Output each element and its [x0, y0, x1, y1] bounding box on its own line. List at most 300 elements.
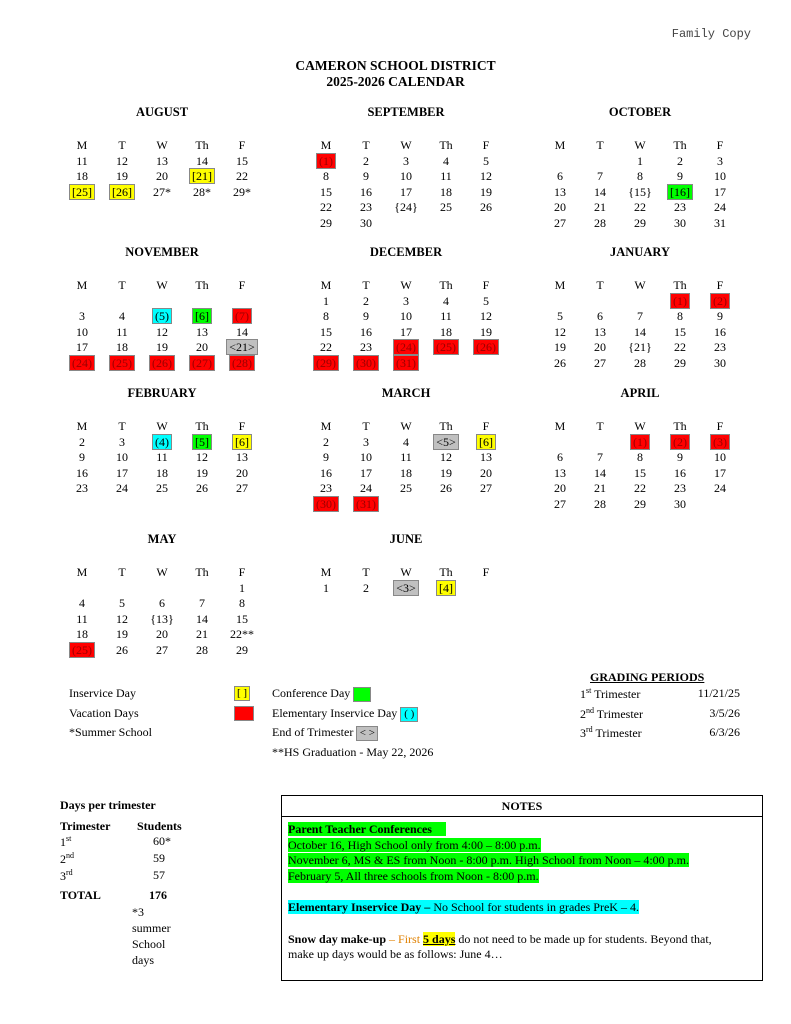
day-cell: 20	[594, 340, 606, 355]
month-name: AUGUST	[135, 105, 189, 119]
day-cell: (3)	[700, 435, 740, 450]
days-total-label: TOTAL	[60, 888, 101, 902]
days-row-value: 59	[153, 851, 165, 865]
day-cell: 20	[236, 465, 248, 480]
day-cell	[580, 154, 620, 169]
weekday-label: F	[238, 419, 246, 434]
day-cell: 12	[480, 309, 492, 324]
day-cell: 1	[239, 580, 245, 595]
day-cell: {21}	[628, 340, 652, 355]
notes-title: NOTES	[282, 796, 762, 817]
week-row	[306, 450, 506, 466]
legend-inservice: Inservice Day	[69, 686, 136, 700]
weekday-label: Th	[439, 138, 453, 153]
day-cell: 28	[594, 215, 606, 230]
weekday-label: M	[76, 565, 88, 580]
day-cell: [4]	[426, 581, 466, 596]
day-cell	[620, 294, 660, 309]
week-row	[306, 185, 506, 201]
day-cell	[426, 356, 466, 371]
day-cell: 28	[196, 642, 208, 657]
day-cell	[222, 294, 262, 309]
legend-graduation: **HS Graduation - May 22, 2026	[272, 745, 434, 759]
day-cell: 1	[323, 580, 329, 595]
days-total-value: 176	[149, 888, 167, 902]
family-copy-label: Family Copy	[671, 27, 751, 41]
month-name: MARCH	[381, 386, 431, 400]
week-row	[62, 643, 262, 659]
week-row	[540, 309, 740, 325]
day-cell: 8	[677, 309, 683, 324]
week-row	[62, 581, 262, 597]
day-cell	[540, 435, 580, 450]
day-cell: 21	[594, 200, 606, 215]
weekday-label: F	[482, 565, 490, 580]
weekday-label: T	[362, 278, 370, 293]
day-cell	[466, 356, 506, 371]
weekday-label: F	[238, 278, 246, 293]
weekday-label: W	[634, 278, 646, 293]
day-cell: 8	[637, 169, 643, 184]
month-name: JANUARY	[610, 245, 670, 259]
week-row	[62, 309, 262, 325]
grading-periods-table	[580, 686, 740, 745]
day-cell: 13	[156, 153, 168, 168]
weekday-label: Th	[673, 419, 687, 434]
week-row	[62, 294, 262, 310]
day-cell: [6]	[222, 435, 262, 450]
grading-period-row: 3rd Trimester 6/3/26	[580, 725, 740, 740]
day-cell: 2	[677, 153, 683, 168]
day-cell: (4)	[142, 435, 182, 450]
day-cell: (30)	[346, 356, 386, 371]
day-cell: 13	[196, 324, 208, 339]
weekday-label: F	[482, 419, 490, 434]
day-cell: 4	[403, 434, 409, 449]
day-cell: 30	[714, 355, 726, 370]
day-cell: 2	[363, 580, 369, 595]
day-cell: 23	[674, 481, 686, 496]
weekday-label: Th	[195, 138, 209, 153]
weekday-label: M	[554, 419, 566, 434]
month-september	[306, 105, 506, 231]
weekday-label: W	[634, 138, 646, 153]
weekday-label: M	[76, 278, 88, 293]
month-name: OCTOBER	[608, 105, 672, 119]
weekday-label: T	[118, 419, 126, 434]
week-row	[540, 450, 740, 466]
day-cell: 27	[480, 481, 492, 496]
day-cell: 13	[554, 184, 566, 199]
day-cell: 2	[363, 293, 369, 308]
week-row	[540, 154, 740, 170]
ptc-title: Parent Teacher Conferences	[288, 822, 756, 838]
day-cell: 28	[634, 355, 646, 370]
day-cell: (1)	[620, 435, 660, 450]
day-cell: (29)	[306, 356, 346, 371]
weekday-label: W	[634, 419, 646, 434]
day-cell: 12	[480, 169, 492, 184]
week-row	[306, 497, 506, 513]
week-row	[62, 185, 262, 201]
day-cell: 22	[320, 340, 332, 355]
day-cell: 8	[239, 596, 245, 611]
day-cell: 6	[557, 450, 563, 465]
weekday-label: T	[596, 278, 604, 293]
legend-vacation: Vacation Days	[69, 706, 139, 720]
day-cell: 18	[76, 169, 88, 184]
day-cell: 5	[483, 153, 489, 168]
legend-end-trimester: End of Trimester < >	[272, 725, 378, 741]
days-row-trimester: 2nd	[60, 851, 74, 866]
day-cell: 17	[116, 465, 128, 480]
day-cell: 17	[714, 465, 726, 480]
day-cell: 8	[323, 309, 329, 324]
day-cell: 27	[236, 481, 248, 496]
week-row	[62, 466, 262, 482]
day-cell: 2	[323, 434, 329, 449]
week-row	[62, 612, 262, 628]
day-cell: 19	[554, 340, 566, 355]
day-cell: 20	[156, 627, 168, 642]
weekday-label: M	[320, 278, 332, 293]
day-cell: 19	[116, 169, 128, 184]
day-cell: (2)	[660, 435, 700, 450]
weekday-label: T	[362, 419, 370, 434]
day-cell	[466, 216, 506, 231]
week-row	[306, 154, 506, 170]
day-cell: 18	[400, 465, 412, 480]
day-cell: 19	[480, 184, 492, 199]
week-row	[540, 466, 740, 482]
day-cell: (31)	[386, 356, 426, 371]
legend-vacation-swatch	[234, 705, 254, 721]
day-cell: {24}	[394, 200, 418, 215]
day-cell: 17	[400, 184, 412, 199]
weekday-label: W	[400, 565, 412, 580]
day-cell	[102, 581, 142, 596]
day-cell: 18	[116, 340, 128, 355]
weekday-label: M	[76, 138, 88, 153]
weekday-header	[540, 419, 740, 435]
weekday-header	[540, 138, 740, 154]
day-cell: 3	[717, 153, 723, 168]
week-row	[62, 340, 262, 356]
day-cell: 20	[196, 340, 208, 355]
day-cell: [21]	[182, 169, 222, 184]
day-cell: 8	[323, 169, 329, 184]
weekday-header	[306, 565, 506, 581]
weekday-label: W	[400, 419, 412, 434]
day-cell: 20	[554, 200, 566, 215]
day-cell: 14	[634, 324, 646, 339]
weekday-label: F	[238, 138, 246, 153]
day-cell: 27*	[153, 184, 171, 199]
weekday-header	[62, 565, 262, 581]
day-cell: 9	[677, 169, 683, 184]
weekday-label: T	[118, 138, 126, 153]
day-cell: 17	[360, 465, 372, 480]
week-row	[540, 340, 740, 356]
day-cell: [6]	[182, 309, 222, 324]
weekday-label: F	[482, 138, 490, 153]
day-cell: 8	[637, 450, 643, 465]
day-cell: 3	[79, 309, 85, 324]
day-cell: [25]	[62, 185, 102, 200]
week-row	[62, 356, 262, 372]
day-cell	[466, 581, 506, 596]
calendar-title: 2025-2026 CALENDAR	[326, 74, 465, 89]
day-cell	[142, 581, 182, 596]
days-row-value: 57	[153, 868, 165, 882]
day-cell: 29	[634, 496, 646, 511]
days-col-students: Students	[137, 819, 182, 833]
week-row	[306, 340, 506, 356]
day-cell: (2)	[700, 294, 740, 309]
weekday-label: W	[156, 138, 168, 153]
day-cell: 15	[674, 324, 686, 339]
day-cell: 10	[360, 450, 372, 465]
weekday-label: F	[238, 565, 246, 580]
day-cell: 3	[403, 153, 409, 168]
day-cell: 11	[76, 153, 88, 168]
summer-days-footnote	[132, 904, 171, 968]
day-cell: 28*	[193, 184, 211, 199]
day-cell	[386, 216, 426, 231]
day-cell: 9	[717, 309, 723, 324]
day-cell: <3>	[386, 581, 426, 596]
elementary-inservice-note: Elementary Inservice Day – No School for students in grades PreK – 4.	[288, 900, 639, 914]
week-row	[62, 596, 262, 612]
day-cell: 3	[119, 434, 125, 449]
snow-day-note-line-2: make up days would be as follows: June 4…	[288, 947, 503, 961]
day-cell: 16	[714, 324, 726, 339]
day-cell: 22**	[230, 627, 254, 642]
day-cell: {15}	[628, 184, 652, 199]
weekday-label: W	[400, 138, 412, 153]
day-cell	[540, 294, 580, 309]
legend-conference: Conference Day	[272, 686, 371, 702]
weekday-label: Th	[195, 565, 209, 580]
day-cell: 13	[480, 450, 492, 465]
weekday-label: Th	[673, 138, 687, 153]
day-cell: 22	[634, 200, 646, 215]
week-row	[540, 356, 740, 372]
day-cell: 14	[594, 184, 606, 199]
day-cell: 11	[440, 309, 452, 324]
weekday-label: T	[118, 278, 126, 293]
day-cell: 24	[116, 481, 128, 496]
week-row	[540, 497, 740, 513]
day-cell: 24	[714, 200, 726, 215]
day-cell: 23	[76, 481, 88, 496]
days-row-value: 60*	[153, 834, 171, 848]
day-cell: 9	[79, 450, 85, 465]
day-cell: 22	[674, 340, 686, 355]
day-cell: 12	[116, 153, 128, 168]
day-cell: 16	[360, 324, 372, 339]
day-cell: 22	[236, 169, 248, 184]
day-cell: 9	[363, 169, 369, 184]
weekday-label: M	[554, 278, 566, 293]
weekday-label: T	[362, 565, 370, 580]
grading-periods-title: GRADING PERIODS	[590, 670, 705, 684]
day-cell: 4	[79, 596, 85, 611]
day-cell: 17	[76, 340, 88, 355]
day-cell: 7	[637, 309, 643, 324]
day-cell: 16	[76, 465, 88, 480]
day-cell: 22	[634, 481, 646, 496]
day-cell: (24)	[386, 340, 426, 355]
weekday-label: Th	[439, 278, 453, 293]
day-cell: 15	[320, 184, 332, 199]
days-col-trimester: Trimester	[60, 819, 111, 833]
day-cell: 11	[76, 611, 88, 626]
week-row	[306, 216, 506, 232]
week-row	[540, 294, 740, 310]
month-april	[540, 386, 740, 512]
week-row	[62, 627, 262, 643]
day-cell: (27)	[182, 356, 222, 371]
day-cell: 22	[320, 200, 332, 215]
day-cell: 25	[440, 200, 452, 215]
day-cell: 2	[363, 153, 369, 168]
weekday-header	[62, 419, 262, 435]
day-cell: 24	[360, 481, 372, 496]
weekday-header	[306, 419, 506, 435]
day-cell: 3	[363, 434, 369, 449]
day-cell: 13	[236, 450, 248, 465]
ptc-line-1: October 16, High School only from 4:00 – 8:00 p.m.	[288, 837, 541, 852]
month-august	[62, 105, 262, 200]
district-title: CAMERON SCHOOL DISTRICT	[295, 58, 496, 73]
weekday-label: Th	[195, 278, 209, 293]
day-cell: 23	[360, 200, 372, 215]
day-cell: (31)	[346, 497, 386, 512]
day-cell	[62, 581, 102, 596]
weekday-label: W	[156, 565, 168, 580]
day-cell: 4	[443, 153, 449, 168]
day-cell: 19	[196, 465, 208, 480]
day-cell: 5	[557, 309, 563, 324]
legend-inservice-swatch: [ ]	[234, 685, 250, 701]
weekday-label: W	[156, 419, 168, 434]
snow-day-note: Snow day make-up – First 5 days do not need to be made up for students. Beyond that,	[288, 931, 712, 946]
day-cell: 3	[403, 293, 409, 308]
day-cell	[142, 294, 182, 309]
day-cell: 23	[360, 340, 372, 355]
week-row	[62, 481, 262, 497]
day-cell: 9	[677, 450, 683, 465]
week-row	[62, 169, 262, 185]
day-cell: 6	[597, 309, 603, 324]
day-cell: 10	[116, 450, 128, 465]
weekday-label: F	[716, 138, 724, 153]
day-cell: 30	[360, 215, 372, 230]
day-cell: 9	[323, 450, 329, 465]
day-cell	[580, 294, 620, 309]
day-cell: 19	[116, 627, 128, 642]
day-cell: (28)	[222, 356, 262, 371]
legend-summer-school: *Summer School	[69, 725, 152, 739]
day-cell: 21	[594, 481, 606, 496]
day-cell: 29	[236, 642, 248, 657]
day-cell: 16	[320, 465, 332, 480]
footnote-line: summer	[132, 921, 171, 935]
day-cell: 12	[440, 450, 452, 465]
weekday-label: M	[554, 138, 566, 153]
footnote-line: *3	[132, 905, 144, 919]
day-cell: 14	[236, 324, 248, 339]
day-cell	[700, 497, 740, 512]
day-cell: 7	[597, 169, 603, 184]
day-cell: 15	[634, 465, 646, 480]
weekday-label: F	[716, 419, 724, 434]
month-name: NOVEMBER	[125, 245, 199, 259]
day-cell: (25)	[102, 356, 142, 371]
week-row	[306, 294, 506, 310]
day-cell: <5>	[426, 435, 466, 450]
month-name: MAY	[147, 532, 177, 546]
weekday-label: Th	[673, 278, 687, 293]
day-cell: 6	[557, 169, 563, 184]
day-cell	[466, 497, 506, 512]
weekday-header	[306, 278, 506, 294]
day-cell: 24	[714, 481, 726, 496]
day-cell	[182, 294, 222, 309]
day-cell: 14	[594, 465, 606, 480]
footnote-line: School	[132, 937, 166, 951]
day-cell	[62, 294, 102, 309]
day-cell: 14	[196, 611, 208, 626]
day-cell: 29	[674, 355, 686, 370]
day-cell: 17	[714, 184, 726, 199]
day-cell: 26	[440, 481, 452, 496]
day-cell: (1)	[660, 294, 700, 309]
day-cell: 11	[400, 450, 412, 465]
weekday-header	[306, 138, 506, 154]
day-cell: 15	[236, 153, 248, 168]
day-cell: 11	[116, 324, 128, 339]
weekday-label: W	[156, 278, 168, 293]
ptc-line-3: February 5, All three schools from Noon - 8:00 p.m.	[288, 868, 539, 883]
week-row	[306, 356, 506, 372]
day-cell: 10	[714, 450, 726, 465]
day-cell: 27	[594, 355, 606, 370]
day-cell: 25	[400, 481, 412, 496]
weekday-label: M	[320, 138, 332, 153]
days-row-trimester: 1st	[60, 834, 72, 849]
day-cell: 18	[440, 324, 452, 339]
weekday-label: W	[400, 278, 412, 293]
day-cell: 26	[480, 200, 492, 215]
day-cell: 26	[554, 355, 566, 370]
weekday-header	[62, 138, 262, 154]
weekday-label: T	[596, 419, 604, 434]
day-cell: 20	[480, 465, 492, 480]
day-cell: 10	[400, 309, 412, 324]
day-cell: [16]	[660, 185, 700, 200]
day-cell: 26	[116, 642, 128, 657]
day-cell: 15	[320, 324, 332, 339]
day-cell: 18	[440, 184, 452, 199]
day-cell	[540, 154, 580, 169]
month-december	[306, 245, 506, 371]
day-cell: 18	[156, 465, 168, 480]
day-cell: (30)	[306, 497, 346, 512]
day-cell	[102, 294, 142, 309]
day-cell	[426, 216, 466, 231]
